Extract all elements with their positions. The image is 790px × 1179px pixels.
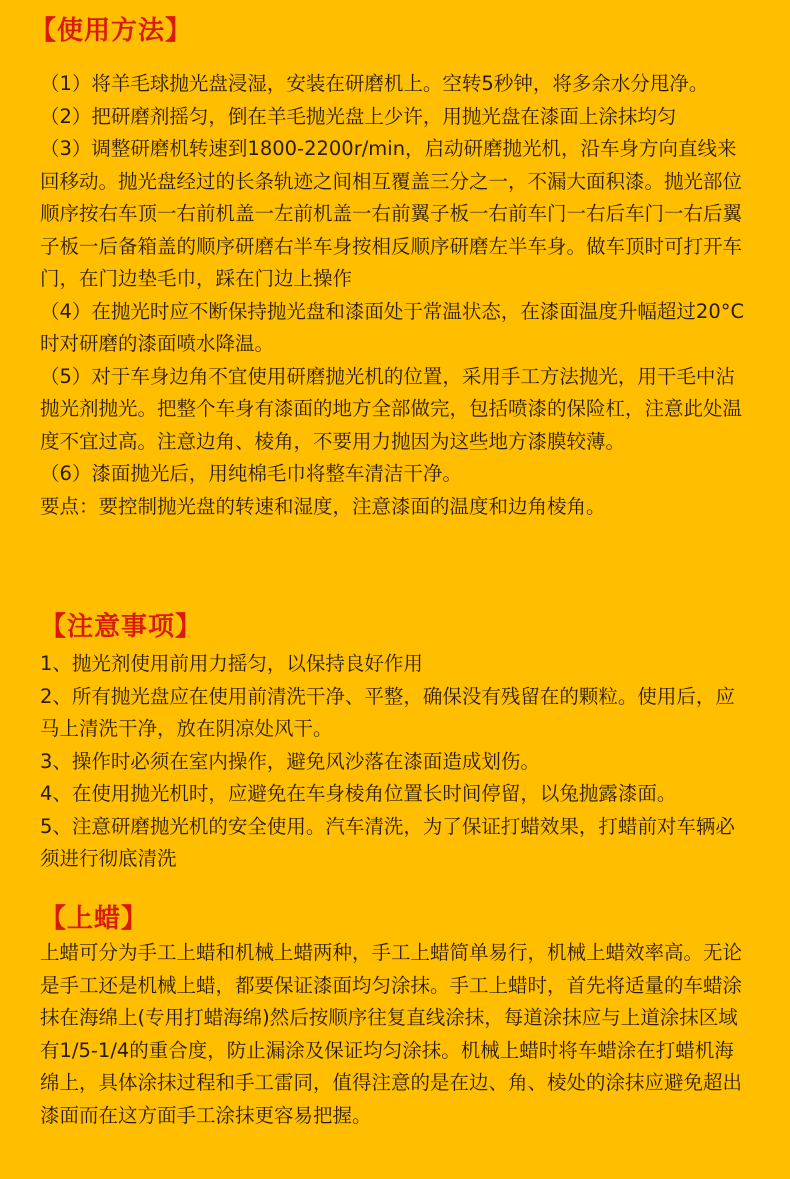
waxing-paragraph: 上蜡可分为手工上蜡和机械上蜡两种，手工上蜡简单易行，机械上蜡效率高。无论是手工还是机械上蜡，都要保证漆面均匀涂抹。手工上蜡时，首先将适量的车蜡涂抹在海绵上(专用打蜡海绵)然后按顺序往复直线涂抹，每道涂抹应与上道涂抹区域有1/5-1/4的重合度，防止漏涂及保证均匀涂抹。机械上蜡时将车蜡涂在打蜡机海绵上，具体涂抹过程和手工雷同，值得注意的是在边、角、棱处的涂抹应避免超出漆面而在这方面手工涂抹更容易把握。 <box>40 941 743 1127</box>
usage-step-2: （2）把研磨剂摇匀，倒在羊毛抛光盘上少许，用抛光盘在漆面上涂抹均匀 <box>40 104 677 128</box>
note-item-3: 3、操作时必须在室内操作，避免风沙落在漆面造成划伤。 <box>40 749 540 773</box>
note-item-5: 5、注意研磨抛光机的安全使用。汽车清洗，为了保证打蜡效果，打蜡前对车辆必须进行彻底清洗 <box>40 814 735 870</box>
section-title-usage: 【使用方法】 <box>30 16 193 46</box>
section-title-waxing: 【上蜡】 <box>40 904 149 934</box>
note-item-1: 1、抛光剂使用前用力摇匀，以保持良好作用 <box>40 652 423 675</box>
usage-step-4: （4）在抛光时应不断保持抛光盘和漆面处于常温状态，在漆面温度升幅超过20°C时对研磨的漆面喷水降温。 <box>40 299 745 355</box>
usage-step-6: （6）漆面抛光后，用纯棉毛巾将整车清洁干净。 <box>40 462 462 485</box>
section-waxing-body <box>40 937 752 1132</box>
section-notes-body <box>40 648 752 876</box>
note-item-2: 2、所有抛光盘应在使用前清洗干净、平整，确保没有残留在的颗粒。使用后，应马上清洗干净，放在阴凉处风干。 <box>40 684 735 740</box>
usage-key-points: 要点：要控制抛光盘的转速和湿度，注意漆面的温度和边角棱角。 <box>40 494 606 518</box>
usage-step-5: （5）对于车身边角不宜使用研磨抛光机的位置，采用手工方法抛光，用干毛中沾抛光剂抛光。把整个车身有漆面的地方全部做完，包括喷漆的保险杠，注意此处温度不宜过高。注意边角、棱角，不要用力抛因为这些地方漆膜较薄。 <box>40 364 743 453</box>
section-title-notes: 【注意事项】 <box>40 612 203 642</box>
usage-step-3: （3）调整研磨机转速到1800-2200r/min，启动研磨抛光机，沿车身方向直线来回移动。抛光盘经过的长条轨迹之间相互覆盖三分之一，不漏大面积漆。抛光部位顺序按右车顶一右前机盖一左前机盖一右前翼子板一右前车门一右后车门一右后翼子板一后备箱盖的顺序研磨右半车身按相反顺序研磨左半车身。做车顶时可打开车门，在门边垫毛巾，踩在门边上操作 <box>40 137 743 290</box>
section-usage-body <box>40 68 752 523</box>
usage-step-1: （1）将羊毛球抛光盘浸湿，安装在研磨机上。空转5秒钟，将多余水分甩净。 <box>40 72 709 95</box>
note-item-4: 4、在使用抛光机时，应避免在车身棱角位置长时间停留，以兔抛露漆面。 <box>40 782 677 805</box>
